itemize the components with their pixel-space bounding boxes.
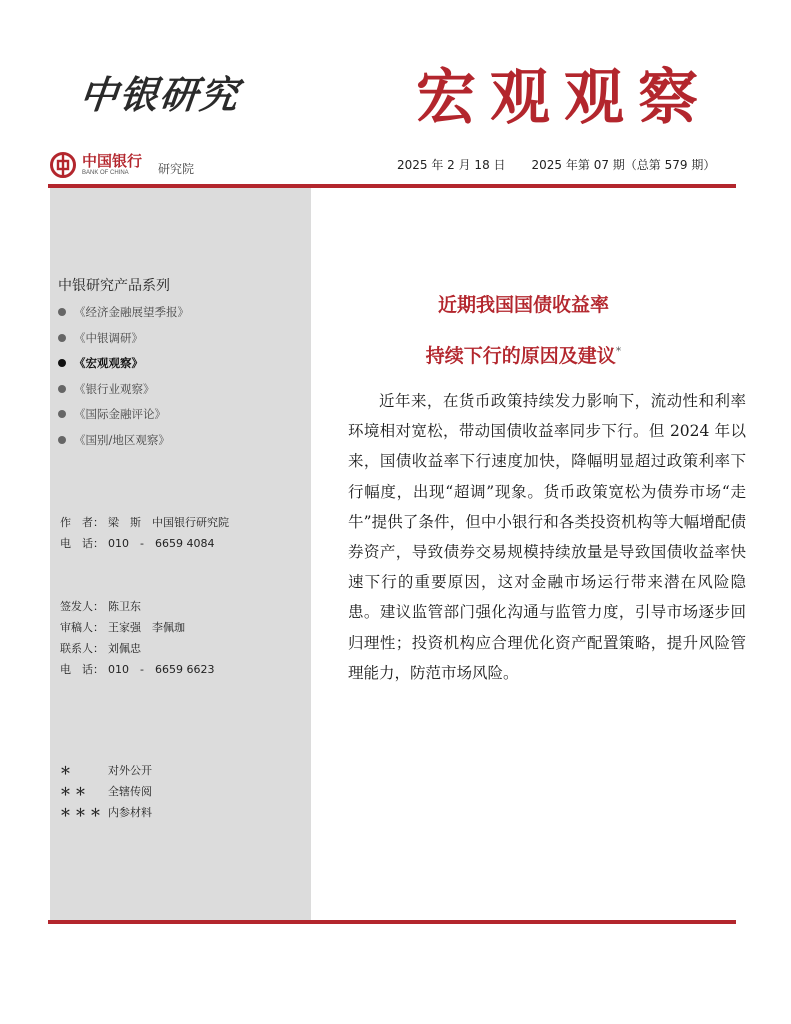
series-item: 《中银调研》: [58, 328, 189, 354]
article-abstract: 近年来，在货币政策持续发力影响下，流动性和利率环境相对宽松，带动国债收益率同步下行。但 2024 年以来，国债收益率下行速度加快，降幅明显超过政策利率下行幅度，出现“超调”现象。货币政策宽松为债券市场“走牛”提供了条件，但中小银行和各类投资机构等大幅增配债券资产，导致债券交易规模持续放量是导致国债收益率快速下行的重要原因，这对金融市场运行带来潜在风险隐患。建议监管部门强化沟通与监管力度，引导市场逐步回归理性；投资机构应合理优化资产配置策略，提升风险管理能力，防范市场风险。: [348, 392, 746, 682]
bank-name: 中国银行: [82, 152, 143, 170]
contact-phone-row: 电 话： 010 - 6659 6623: [60, 663, 215, 676]
research-logo: 中银研究: [77, 72, 243, 117]
signoff-info: [60, 596, 214, 680]
bank-name-en: BANK OF CHINA: [82, 170, 129, 176]
bullet-icon: [58, 385, 66, 393]
bullet-icon: [58, 436, 66, 444]
bottom-divider: [48, 920, 736, 924]
footnote-mark: *: [615, 344, 622, 358]
author-phone-row: 电 话： 010 - 6659 4084: [60, 537, 215, 550]
bullet-icon: [58, 308, 66, 316]
product-series-heading: 中银研究产品系列: [58, 278, 170, 294]
institute-label: 研究院: [158, 162, 195, 176]
bank-of-china-logo-icon: [50, 152, 76, 178]
article-title-line1: 近期我国国债收益率: [437, 294, 609, 316]
classification-row: ＊ 对外公开: [60, 764, 152, 777]
series-item: 《银行业观察》: [58, 379, 189, 405]
classification-row: ＊＊＊ 内参材料: [60, 806, 152, 819]
publish-date: 2025 年 2 月 18 日: [397, 158, 506, 172]
bullet-icon: [58, 334, 66, 342]
date-issue-line: [397, 156, 715, 173]
series-item-current: 《宏观观察》: [58, 353, 189, 379]
issuer-row: 签发人： 陈卫东: [60, 600, 141, 613]
series-title-banner: 宏观观察: [416, 63, 712, 133]
bullet-icon: [58, 410, 66, 418]
bullet-icon: [58, 359, 66, 367]
article-title-line2: 持续下行的原因及建议*: [425, 344, 622, 367]
series-item: 《国际金融评论》: [58, 404, 189, 430]
classification-row: ＊＊ 全辖传阅: [60, 785, 152, 798]
author-info: [60, 512, 229, 554]
author-row: 作 者： 梁 斯 中国银行研究院: [60, 516, 229, 529]
contact-row: 联系人： 刘佩忠: [60, 642, 141, 655]
reviewer-row: 审稿人： 王家强 李佩珈: [60, 621, 185, 634]
product-series-list: [58, 302, 189, 455]
series-item: 《经济金融展望季报》: [58, 302, 189, 328]
series-item: 《国别/地区观察》: [58, 430, 189, 456]
issue-number: 2025 年第 07 期（总第 579 期）: [531, 158, 716, 172]
classification-legend: [60, 760, 152, 823]
